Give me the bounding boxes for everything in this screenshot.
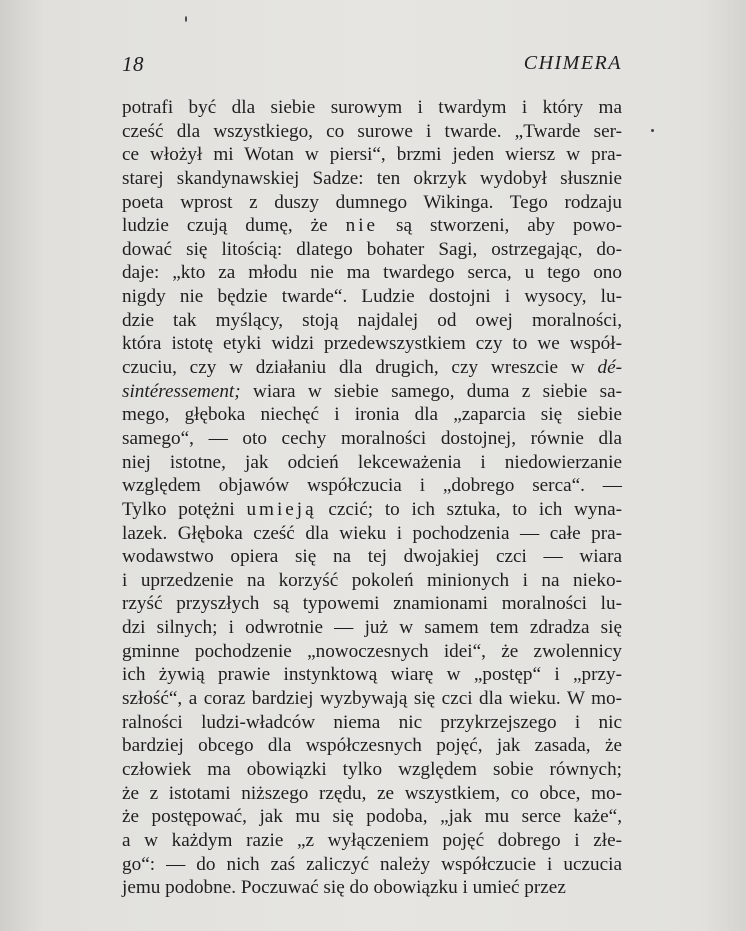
text-line: starej skandynawskiej Sadze: ten okrzyk wydobył słusznie <box>122 167 622 189</box>
text-line: niej istotne, jak odcień lekceważenia i niedowierzanie <box>122 451 622 473</box>
text-line: nigdy nie będzie twarde“. Ludzie dostojni i wysocy, lu- <box>122 286 622 308</box>
text-line: która istotę etyki widzi przedewszystkiem czy to we współ- <box>122 333 622 355</box>
text-line: ich żywią prawie instynktową wiarę w „postęp“ i „przy- <box>122 664 622 686</box>
text-line: szłość“, a coraz bardziej wyzbywają się czci dla wieku. W mo- <box>122 688 622 710</box>
text-line: bardziej obcego dla współczesnych pojęć, jak zasada, że <box>122 735 622 757</box>
text-line: go“: — do nich zaś zaliczyć należy współczucie i uczucia <box>122 853 622 875</box>
text-line: wodawstwo opiera się na tej dwojakiej czci — wiara <box>122 546 622 568</box>
text-line: sintéressement; wiara w siebie samego, duma z siebie sa- <box>122 380 622 402</box>
text-line: dować się litością: dlatego bohater Sagi, ostrzegając, do- <box>122 238 622 260</box>
text-line: gminne pochodzenie „nowoczesnych idei“, że zwolennicy <box>122 640 622 662</box>
print-speck <box>651 129 654 132</box>
text-line: względem objawów współczucia i „dobrego serca“. — <box>122 475 622 497</box>
text-line: ludzie czują dumę, że nie są stworzeni, aby powo- <box>122 215 622 237</box>
text-line: samego“, — oto cechy moralności dostojnej, równie dla <box>122 427 622 449</box>
text-line: rzyść przyszłych są typowemi znamionami moralności lu- <box>122 593 622 615</box>
text-line: i uprzedzenie na korzyść pokoleń minionych i na nieko- <box>122 569 622 591</box>
text-line: cześć dla wszystkiego, co surowe i twarde. „Twarde ser- <box>122 120 622 142</box>
body-text <box>122 96 622 900</box>
text-line: czuciu, czy w działaniu dla drugich, czy wreszcie w dé- <box>122 357 622 379</box>
print-speck <box>185 16 187 22</box>
running-title: CHIMERA <box>523 52 622 74</box>
text-line: jemu podobne. Poczuwać się do obowiązku i umieć przez <box>122 877 566 899</box>
text-line: ce włożył mi Wotan w piersi“, brzmi jeden wiersz w pra- <box>122 144 622 166</box>
text-line: lazek. Głęboka cześć dla wieku i pochodzenia — całe pra- <box>122 522 622 544</box>
page-number: 18 <box>122 52 144 76</box>
text-line: człowiek ma obowiązki tylko względem sobie równych; <box>122 758 622 780</box>
text-line: potrafi być dla siebie surowym i twardym i który ma <box>122 97 622 118</box>
text-line: ralności ludzi-władców niema nic przykrzejszego i nic <box>122 711 622 733</box>
text-line: że z istotami niższego rzędu, ze wszystkiem, co obce, mo- <box>122 782 622 804</box>
text-line: poeta wprost z duszy dumnego Wikinga. Tego rodzaju <box>122 191 622 213</box>
text-line: dzie tak myślący, stoją najdalej od owej moralności, <box>122 309 622 331</box>
text-line: a w każdym razie „z wyłączeniem pojęć dobrego i złe- <box>122 829 622 851</box>
text-line: daje: „kto za młodu nie ma twardego serca, u tego ono <box>122 262 622 284</box>
text-line: że postępować, jak mu się podoba, „jak mu serce każe“, <box>122 806 622 828</box>
text-line: Tylko potężni umieją czcić; to ich sztuka, to ich wyna- <box>122 498 622 520</box>
text-line: mego, głęboka niechęć i ironia dla „zaparcia się siebie <box>122 404 622 426</box>
page-header <box>122 52 622 86</box>
text-line: dzi silnych; i odwrotnie — już w samem tem zdradza się <box>122 617 622 639</box>
